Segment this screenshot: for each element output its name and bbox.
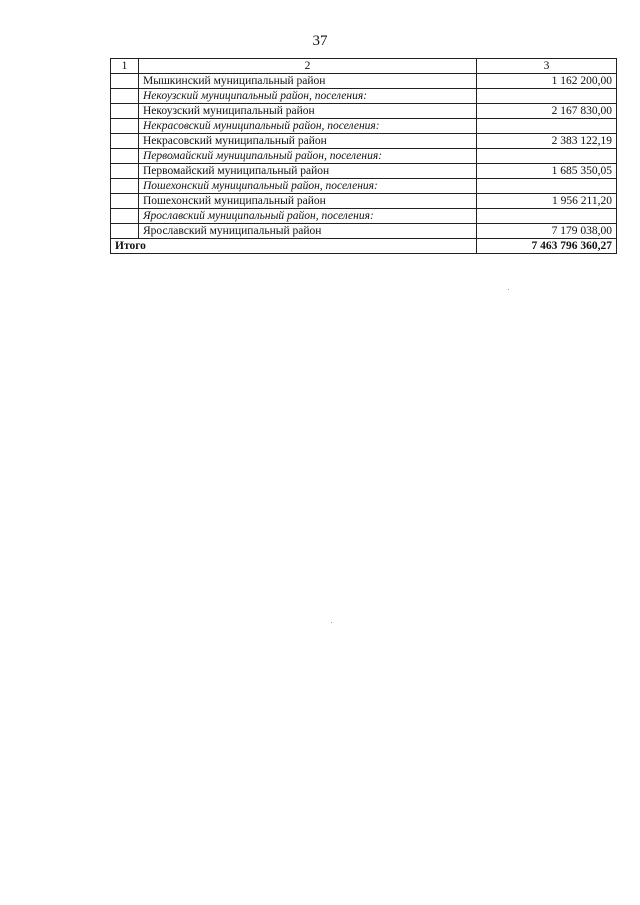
district-row [111,224,617,239]
row-number-cell [111,164,139,179]
group-row [111,179,617,194]
column-header-2: 2 [139,59,477,74]
row-number-cell [111,224,139,239]
amount-cell: 1 685 350,05 [477,164,617,179]
group-name: Некрасовский муниципальный район, поселения: [139,119,477,134]
group-row [111,209,617,224]
amount-cell [477,89,617,104]
district-row [111,194,617,209]
district-name: Первомайский муниципальный район [139,164,477,179]
row-number-cell [111,149,139,164]
scan-speck [508,289,509,290]
amount-cell: 1 162 200,00 [477,74,617,89]
total-amount: 7 463 796 360,27 [477,239,617,254]
district-row [111,164,617,179]
district-name: Пошехонский муниципальный район [139,194,477,209]
amount-cell: 2 383 122,19 [477,134,617,149]
page-number: 37 [312,33,328,49]
district-name: Некоузский муниципальный район [139,104,477,119]
total-row [111,239,617,254]
total-label: Итого [111,239,477,254]
table-header-row [111,59,617,74]
amount-cell [477,179,617,194]
district-name: Мышкинский муниципальный район [139,74,477,89]
amount-cell [477,119,617,134]
amount-cell: 2 167 830,00 [477,104,617,119]
row-number-cell [111,134,139,149]
district-row [111,134,617,149]
group-row [111,119,617,134]
amount-cell: 7 179 038,00 [477,224,617,239]
group-name: Некоузский муниципальный район, поселения: [139,89,477,104]
amount-cell: 1 956 211,20 [477,194,617,209]
district-row [111,104,617,119]
group-name: Пошехонский муниципальный район, поселения: [139,179,477,194]
row-number-cell [111,104,139,119]
row-number-cell [111,74,139,89]
group-name: Ярославский муниципальный район, поселения: [139,209,477,224]
amount-cell [477,149,617,164]
row-number-cell [111,194,139,209]
row-number-cell [111,209,139,224]
district-name: Ярославский муниципальный район [139,224,477,239]
group-row [111,149,617,164]
column-header-1: 1 [111,59,139,74]
group-row [111,89,617,104]
amount-cell [477,209,617,224]
row-number-cell [111,119,139,134]
group-name: Первомайский муниципальный район, поселения: [139,149,477,164]
column-header-3: 3 [477,59,617,74]
row-number-cell [111,179,139,194]
scan-speck [331,622,332,623]
row-number-cell [111,89,139,104]
district-name: Некрасовский муниципальный район [139,134,477,149]
budget-table [110,58,617,254]
district-row [111,74,617,89]
table-body [111,74,617,239]
